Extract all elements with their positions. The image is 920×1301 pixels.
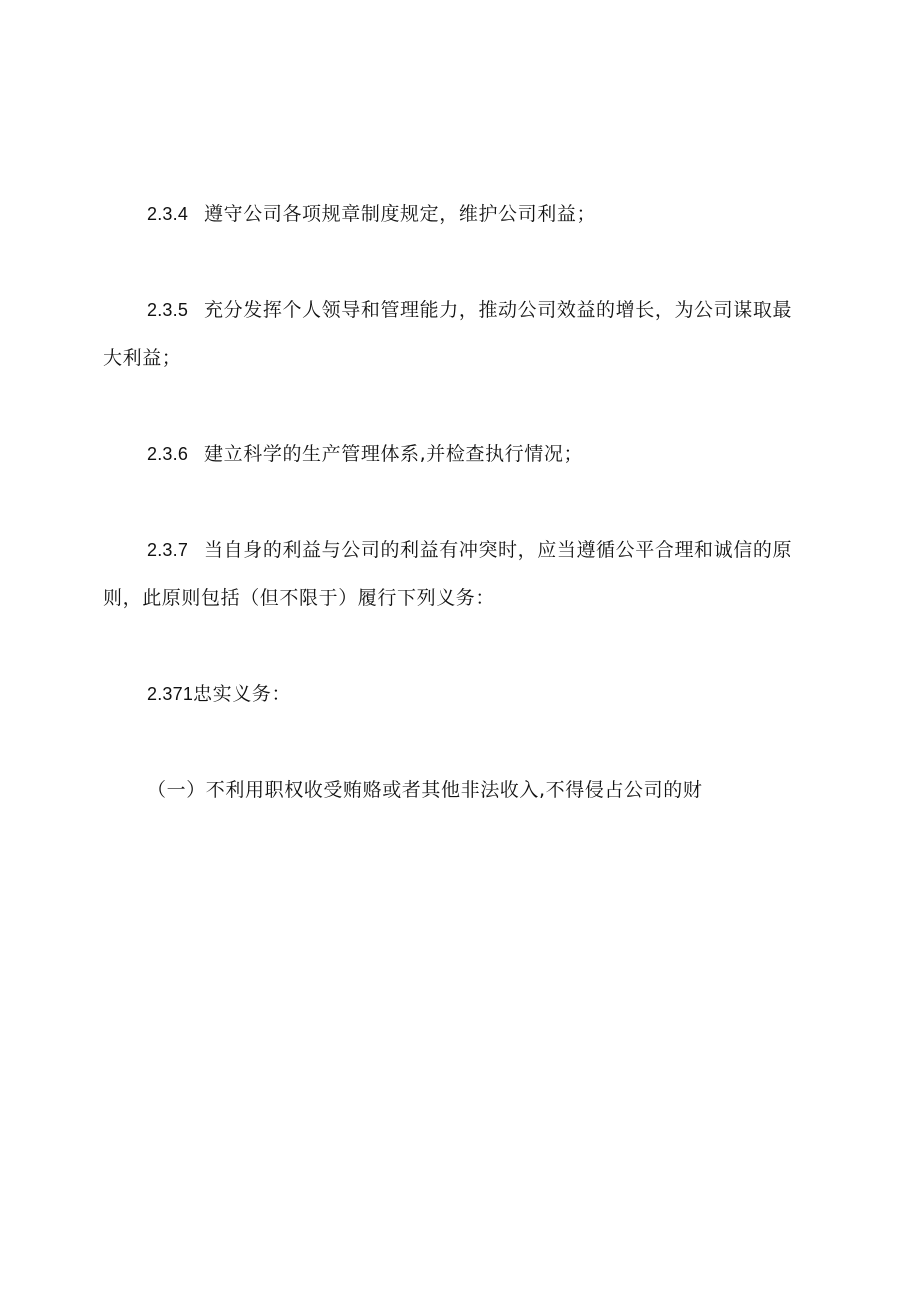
clause-text: 忠实义务： <box>193 683 292 705</box>
clause-text: 充分发挥个人领导和管理能力，推动公司效益的增长，为公司谋取最 <box>204 299 793 321</box>
clause-text: 当自身的利益与公司的利益有冲突时，应当遵循公平合理和诚信的原 <box>204 539 793 561</box>
clause-2-3-4 <box>103 190 815 238</box>
clause-text: 建立科学的生产管理体系,并检查执行情况； <box>204 443 584 465</box>
clause-2-3-7-1 <box>103 670 815 718</box>
clause-2-3-7 <box>103 526 815 622</box>
duty-text: （一）不利用职权收受贿赂或者其他非法收入,不得侵占公司的财 <box>147 779 703 801</box>
clause-number: 2.3.4 <box>147 204 189 224</box>
clause-number: 2.3.7 <box>147 540 189 560</box>
clause-2-3-5 <box>103 286 815 382</box>
clause-text-continued: 大利益； <box>103 347 182 369</box>
clause-text-continued: 则，此原则包括（但不限于）履行下列义务： <box>103 587 496 609</box>
clause-2-3-6 <box>103 430 815 478</box>
clause-text: 遵守公司各项规章制度规定，维护公司利益； <box>204 203 597 225</box>
clause-number: 2.371 <box>147 684 194 704</box>
clause-number: 2.3.5 <box>147 300 189 320</box>
clause-number: 2.3.6 <box>147 444 189 464</box>
duty-item-1 <box>103 766 815 814</box>
